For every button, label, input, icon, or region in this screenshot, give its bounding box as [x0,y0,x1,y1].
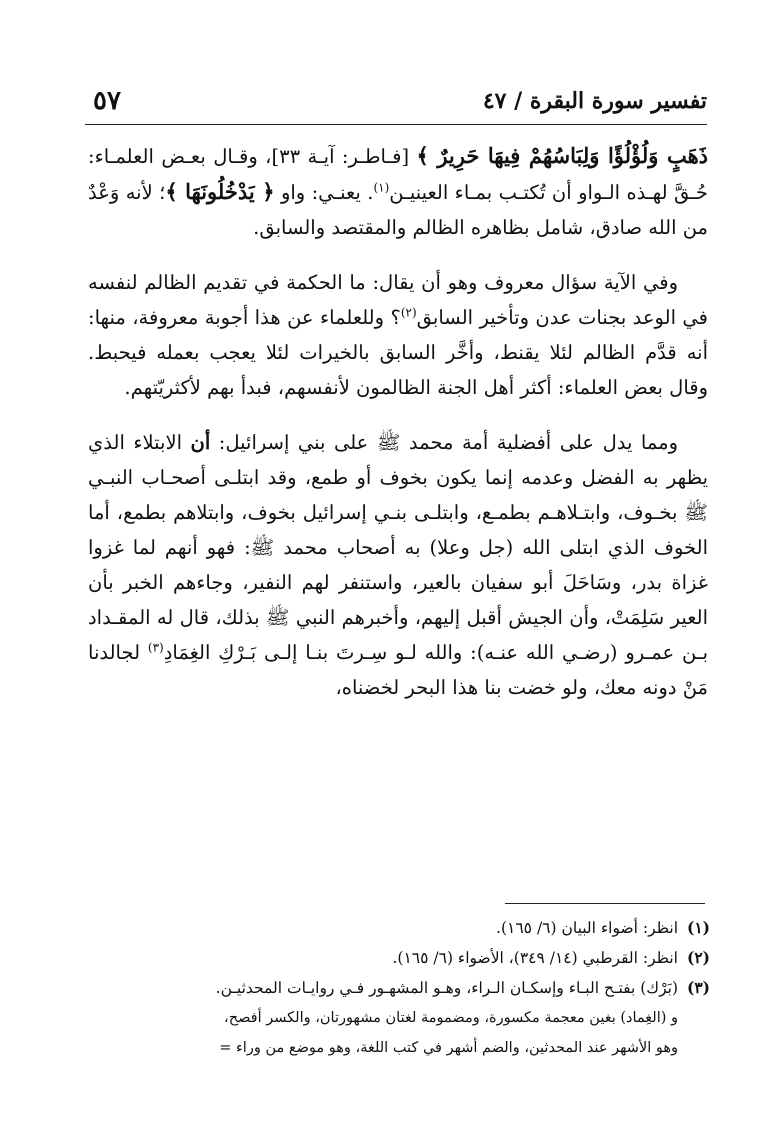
quran-verse: ﴿ يَدْخُلُونَهَا ﴾ [165,179,275,204]
footnote-text: انظر: أضواء البيان (٦/ ١٦٥). [496,919,678,937]
text-segment: ابتلـى أصحـاب النبـي ﷺ بخـوف، وابتـلاهـم بطمـع، وابتلـى بنـي [88,466,708,524]
text-segment: إسرائيل بخوف، وابتلاهم بطمع، أما الخوف الذي ابتلى الله (جل [88,501,708,559]
footnote-continuation: وهو الأشهر عند المحدثين، والضم أشهر في كتب اللغة، وهو موضع من وراء = [219,1040,678,1056]
footnote-item [85,973,710,1003]
text-segment: الظالم لنفسه في الوعد بجنات عدن وتأخير السابق [88,271,709,329]
text-segment: سَلِمَتْ، وأن الجيش أقبل إليهم، وأخبرهم النبي ﷺ بذلك، قال له [156,606,665,629]
text-segment: ؛ لأنه وَعْدٌ من الله صادق، شامل بظاهره الظالم والمقتصد [88,181,708,239]
footnote-continuation: و (الغِماد) بغين معجمة مكسورة، ومضمومة لغتان مشهورتان، والكسر أفصح، [224,1010,678,1026]
footnote-item [85,913,710,943]
text-segment: بالخيرات لئلا يعجب بعمله فيحبط. وقال بعض العلماء: أكثر أهل [88,341,708,399]
footnotes [85,913,710,1063]
footnote-number: (٣) [686,978,710,997]
text-segment: الابتلاء الذي يظهر به الفضل وعدمه إنما يكون بخوف أو طمع، وقد [88,431,709,489]
text-segment: [فـاطـر: آيـة ٣٣]، وقـال بعـض [161,145,417,168]
footnote-text: (بَرْك) بفتـح البـاء وإسكـان الـراء، وهـو المشهـور فـي روايـات المحدثيـن. [215,979,678,997]
paragraph [88,265,708,405]
text-segment: العلمـاء: حُـقَّ لهـذه الـواو أن تُكتـب بمـاء العينيـن [88,145,708,204]
text-segment: والسابق. [253,216,326,239]
text-segment: وفي الآية سؤال معروف وهو أن يقال: ما الحكمة في تقديم [203,271,678,294]
quran-verse: ذَهَبٍ وَلُؤْلُؤًا وَلِبَاسُهُمْ فِيهَا حَرِيرٌ ﴾ [416,143,709,168]
text-segment: الغِمَادِ [163,641,211,664]
running-title: تفسير سورة البقرة / ٤٧ [482,88,707,114]
text-segment: . يعنـي: واو [280,181,374,204]
footnote-marker[interactable]: (٢) [400,305,417,320]
paragraph [88,425,708,705]
text-segment: ؟ وللعلماء عن [287,306,401,329]
page-number: ٥٧ [93,86,121,116]
text-segment: المقـداد بـن عمـرو (رضـي الله عنـه): والله لـو سِـرتَ بنـا إلـى بَـرْكِ [88,606,709,664]
text-segment: لجالدنا مَنْ دونه معك، ولو خضت بنا هذا البحر لخضناه، [88,641,708,699]
footnote-number: (٢) [686,948,710,967]
paragraph [88,138,708,245]
text-segment: ومما يدل على أفضلية أمة محمد ﷺ على بني إسرائيل: [210,431,678,454]
text-segment: أبو سفيان بالعير، واستنفر لهم النفير، وجاءهم الخبر بأن العير [88,571,708,629]
footnote-marker[interactable]: (٣) [147,640,164,655]
page-header [85,86,707,125]
footnote-marker[interactable]: (١) [373,180,390,195]
emphasis-text: أن [190,431,211,454]
text-segment: هذا أجوبة معروفة، منها: أنه قدَّم الظالم لئلا يقنط، وأخَّر السابق [88,306,709,364]
text-segment: وعلا) به أصحاب محمد ﷺ: فهو أنهم لما غزوا غزاة بدر، وسَاحَلَ [88,536,708,594]
footnote-text: انظر: القرطبي (١٤/ ٣٤٩)، الأضواء (٦/ ١٦٥). [392,949,678,967]
footnote-divider [505,903,705,904]
footnote-item [85,943,710,973]
text-segment: الجنة الظالمون لأنفسهم، فبدأ بهم لأكثريّتهم. [124,376,478,399]
footnote-number: (١) [686,918,710,937]
main-text [88,138,708,725]
